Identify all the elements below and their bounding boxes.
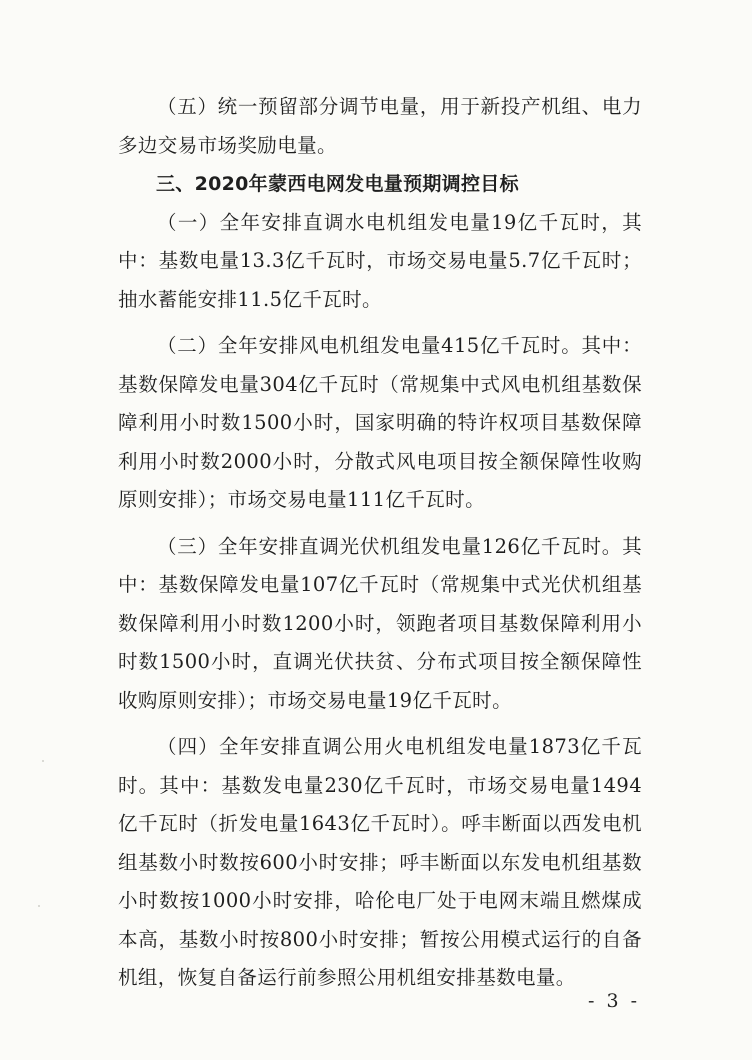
scan-speck [42, 760, 44, 762]
paragraph-item-3: （三）全年安排直调光伏机组发电量126亿千瓦时。其中：基数保障发电量107亿千瓦时（常规集中式光伏机组基数保障利用小时数1200小时，领跑者项目基数保障利用小时数1500小时，直调光伏扶贫、分布式项目按全额保障性收购原则安排）；市场交易电量19亿千瓦时。 [118, 534, 642, 712]
section-heading: 三、2020年蒙西电网发电量预期调控目标 [156, 173, 519, 195]
paragraph-item-2: （二）全年安排风电机组发电量415亿千瓦时。其中：基数保障发电量304亿千瓦时（常规集中式风电机组基数保障利用小时数1500小时，国家明确的特许权项目基数保障利用小时数2000小时，分散式风电项目按全额保障性收购原则安排）；市场交易电量111亿千瓦时。 [118, 334, 642, 511]
paragraph-item-1: （一）全年安排直调水电机组发电量19亿千瓦时，其中：基数电量13.3亿千瓦时，市场交易电量5.7亿千瓦时；抽水蓄能安排11.5亿千瓦时。 [118, 210, 642, 311]
scan-speck [38, 905, 40, 907]
page-number: - 3 - [588, 990, 641, 1012]
paragraph-item-4: （四）全年安排直调公用火电机组发电量1873亿千瓦时。其中：基数发电量230亿千瓦时，市场交易电量1494亿千瓦时（折发电量1643亿千瓦时）。呼丰断面以西发电机组基数小时数按600小时安排；呼丰断面以东发电机组基数小时数按1000小时安排，哈伦电厂处于电网末端且燃煤成本高，基数小时按800小时安排；暂按公用模式运行的自备机组，恢复自备运行前参照公用机组安排基数电量。 [118, 735, 642, 989]
document-body [118, 88, 642, 998]
paragraph-item-5: （五）统一预留部分调节电量，用于新投产机组、电力多边交易市场奖励电量。 [118, 95, 642, 157]
